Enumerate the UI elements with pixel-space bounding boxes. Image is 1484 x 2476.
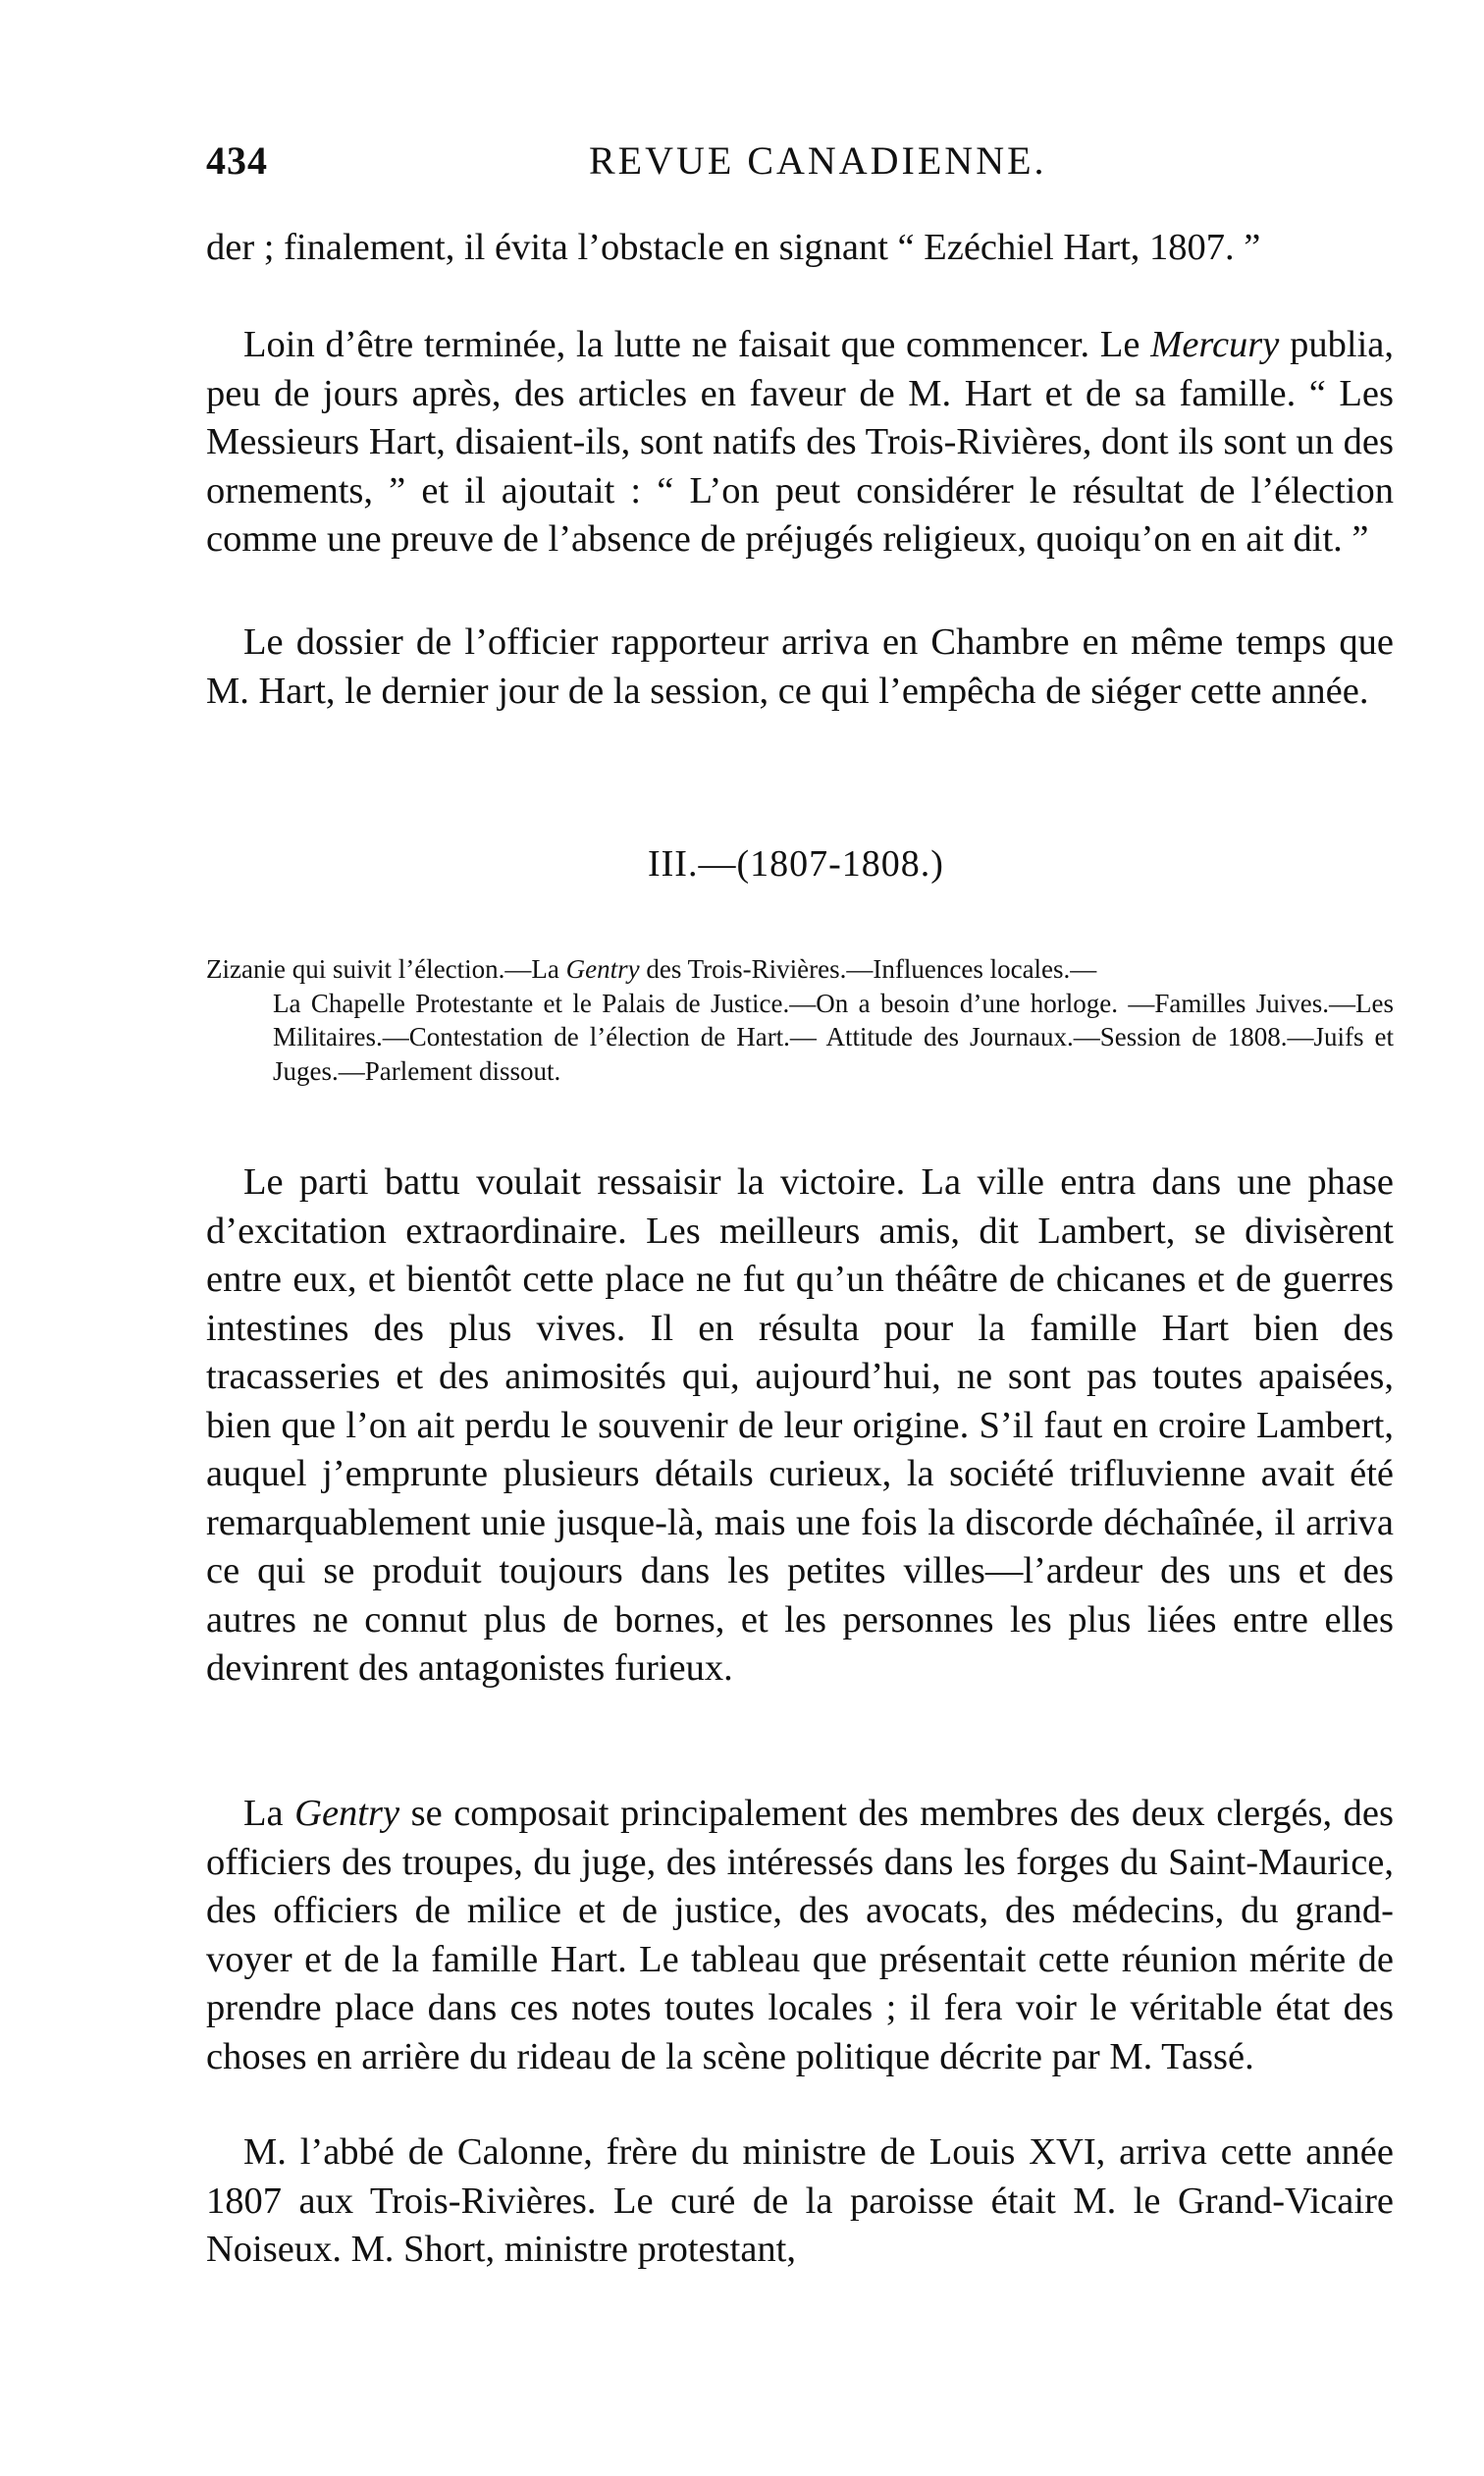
- summary-continuation: La Chapelle Protestante et le Palais de Justice.—On a besoin d’une horloge. —Familles Juives.—Les Militaires.—Contestation de l’élection de Hart.— Attitude des Journaux.—Session de 1808.—Juifs et Juges.—Parlement dissout.: [273, 988, 1394, 1086]
- paragraph-text: se composait principalement des membres des deux clergés, des officiers des troupes, du juge, des intéressés dans les forges du Saint-Maurice, des officiers de milice et de justice, des avocats, des médecins, du grand-voyer et de la famille Hart. Le tableau que présentait cette réunion mérite de prendre place dans ces notes toutes locales ; il fera voir le véritable état des choses en arrière du rideau de la scène politique décrite par M. Tassé.: [206, 1793, 1395, 2077]
- gentry-term: Gentry: [294, 1793, 400, 1834]
- paragraph-dossier: Le dossier de l’officier rapporteur arriva en Chambre en même temps que M. Hart, le dernier jour de la session, ce qui l’empêcha de siéger cette année.: [206, 621, 1394, 712]
- page-number: 434: [206, 138, 268, 183]
- summary-text: Zizanie qui suivit l’élection.—La: [206, 954, 566, 984]
- paragraph-mercury: [206, 321, 1394, 565]
- paragraph-text: Loin d’être terminée, la lutte ne faisait que commencer. Le: [243, 324, 1151, 365]
- running-title: REVUE CANADIENNE.: [589, 138, 1047, 183]
- newspaper-title: Mercury: [1150, 324, 1280, 365]
- summary-italic: Gentry: [565, 954, 640, 984]
- paragraph-text: La: [243, 1793, 295, 1834]
- paragraph-gentry: [206, 1790, 1394, 2081]
- summary-text: des Trois-Rivières.—Influences locales.—: [639, 954, 1097, 984]
- paragraph-calonne: M. l’abbé de Calonne, frère du ministre de Louis XVI, arriva cette année 1807 aux Trois-Rivières. Le curé de la paroisse était M. le Grand-Vicaire Noiseux. M. Short, ministre protestant,: [206, 2131, 1394, 2270]
- paragraph-parti-battu: Le parti battu voulait ressaisir la victoire. La ville entra dans une phase d’excitation extraordinaire. Les meilleurs amis, dit Lambert, se divisèrent entre eux, et bientôt cette place ne fut qu’un théâtre de chicanes et de guerres intestines des plus vives. Il en résulta pour la famille Hart bien des tracasseries et des animosités qui, aujourd’hui, ne sont pas toutes apaisées, bien que l’on ait perdu le souvenir de leur origine. S’il faut en croire Lambert, auquel j’emprunte plusieurs détails curieux, la société trifluvienne avait été remarquablement unie jusque-là, mais une fois la discorde déchaînée, il arriva ce qui se produit toujours dans les petites villes—l’ardeur des uns et des autres ne connut plus de bornes, et les personnes les plus liées entre elles devinrent des antagonistes furieux.: [206, 1161, 1394, 1689]
- paragraph-continued: der ; finalement, il évita l’obstacle en signant “ Ezéchiel Hart, 1807. ”: [206, 227, 1261, 268]
- page-header: [206, 137, 1384, 196]
- paragraph-text: publia, peu de jours après, des articles en faveur de M. Hart et de sa famille. “ Les Messieurs Hart, disaient-ils, sont natifs des Trois-Rivières, dont ils sont un des ornements, ” et il ajoutait : “ L’on peut considérer le résultat de l’élection comme une preuve de l’absence de préjugés religieux, quoiqu’on en ait dit. ”: [206, 324, 1394, 560]
- section-heading: III.—(1807-1808.): [648, 843, 944, 885]
- section-summary: [206, 952, 1394, 1088]
